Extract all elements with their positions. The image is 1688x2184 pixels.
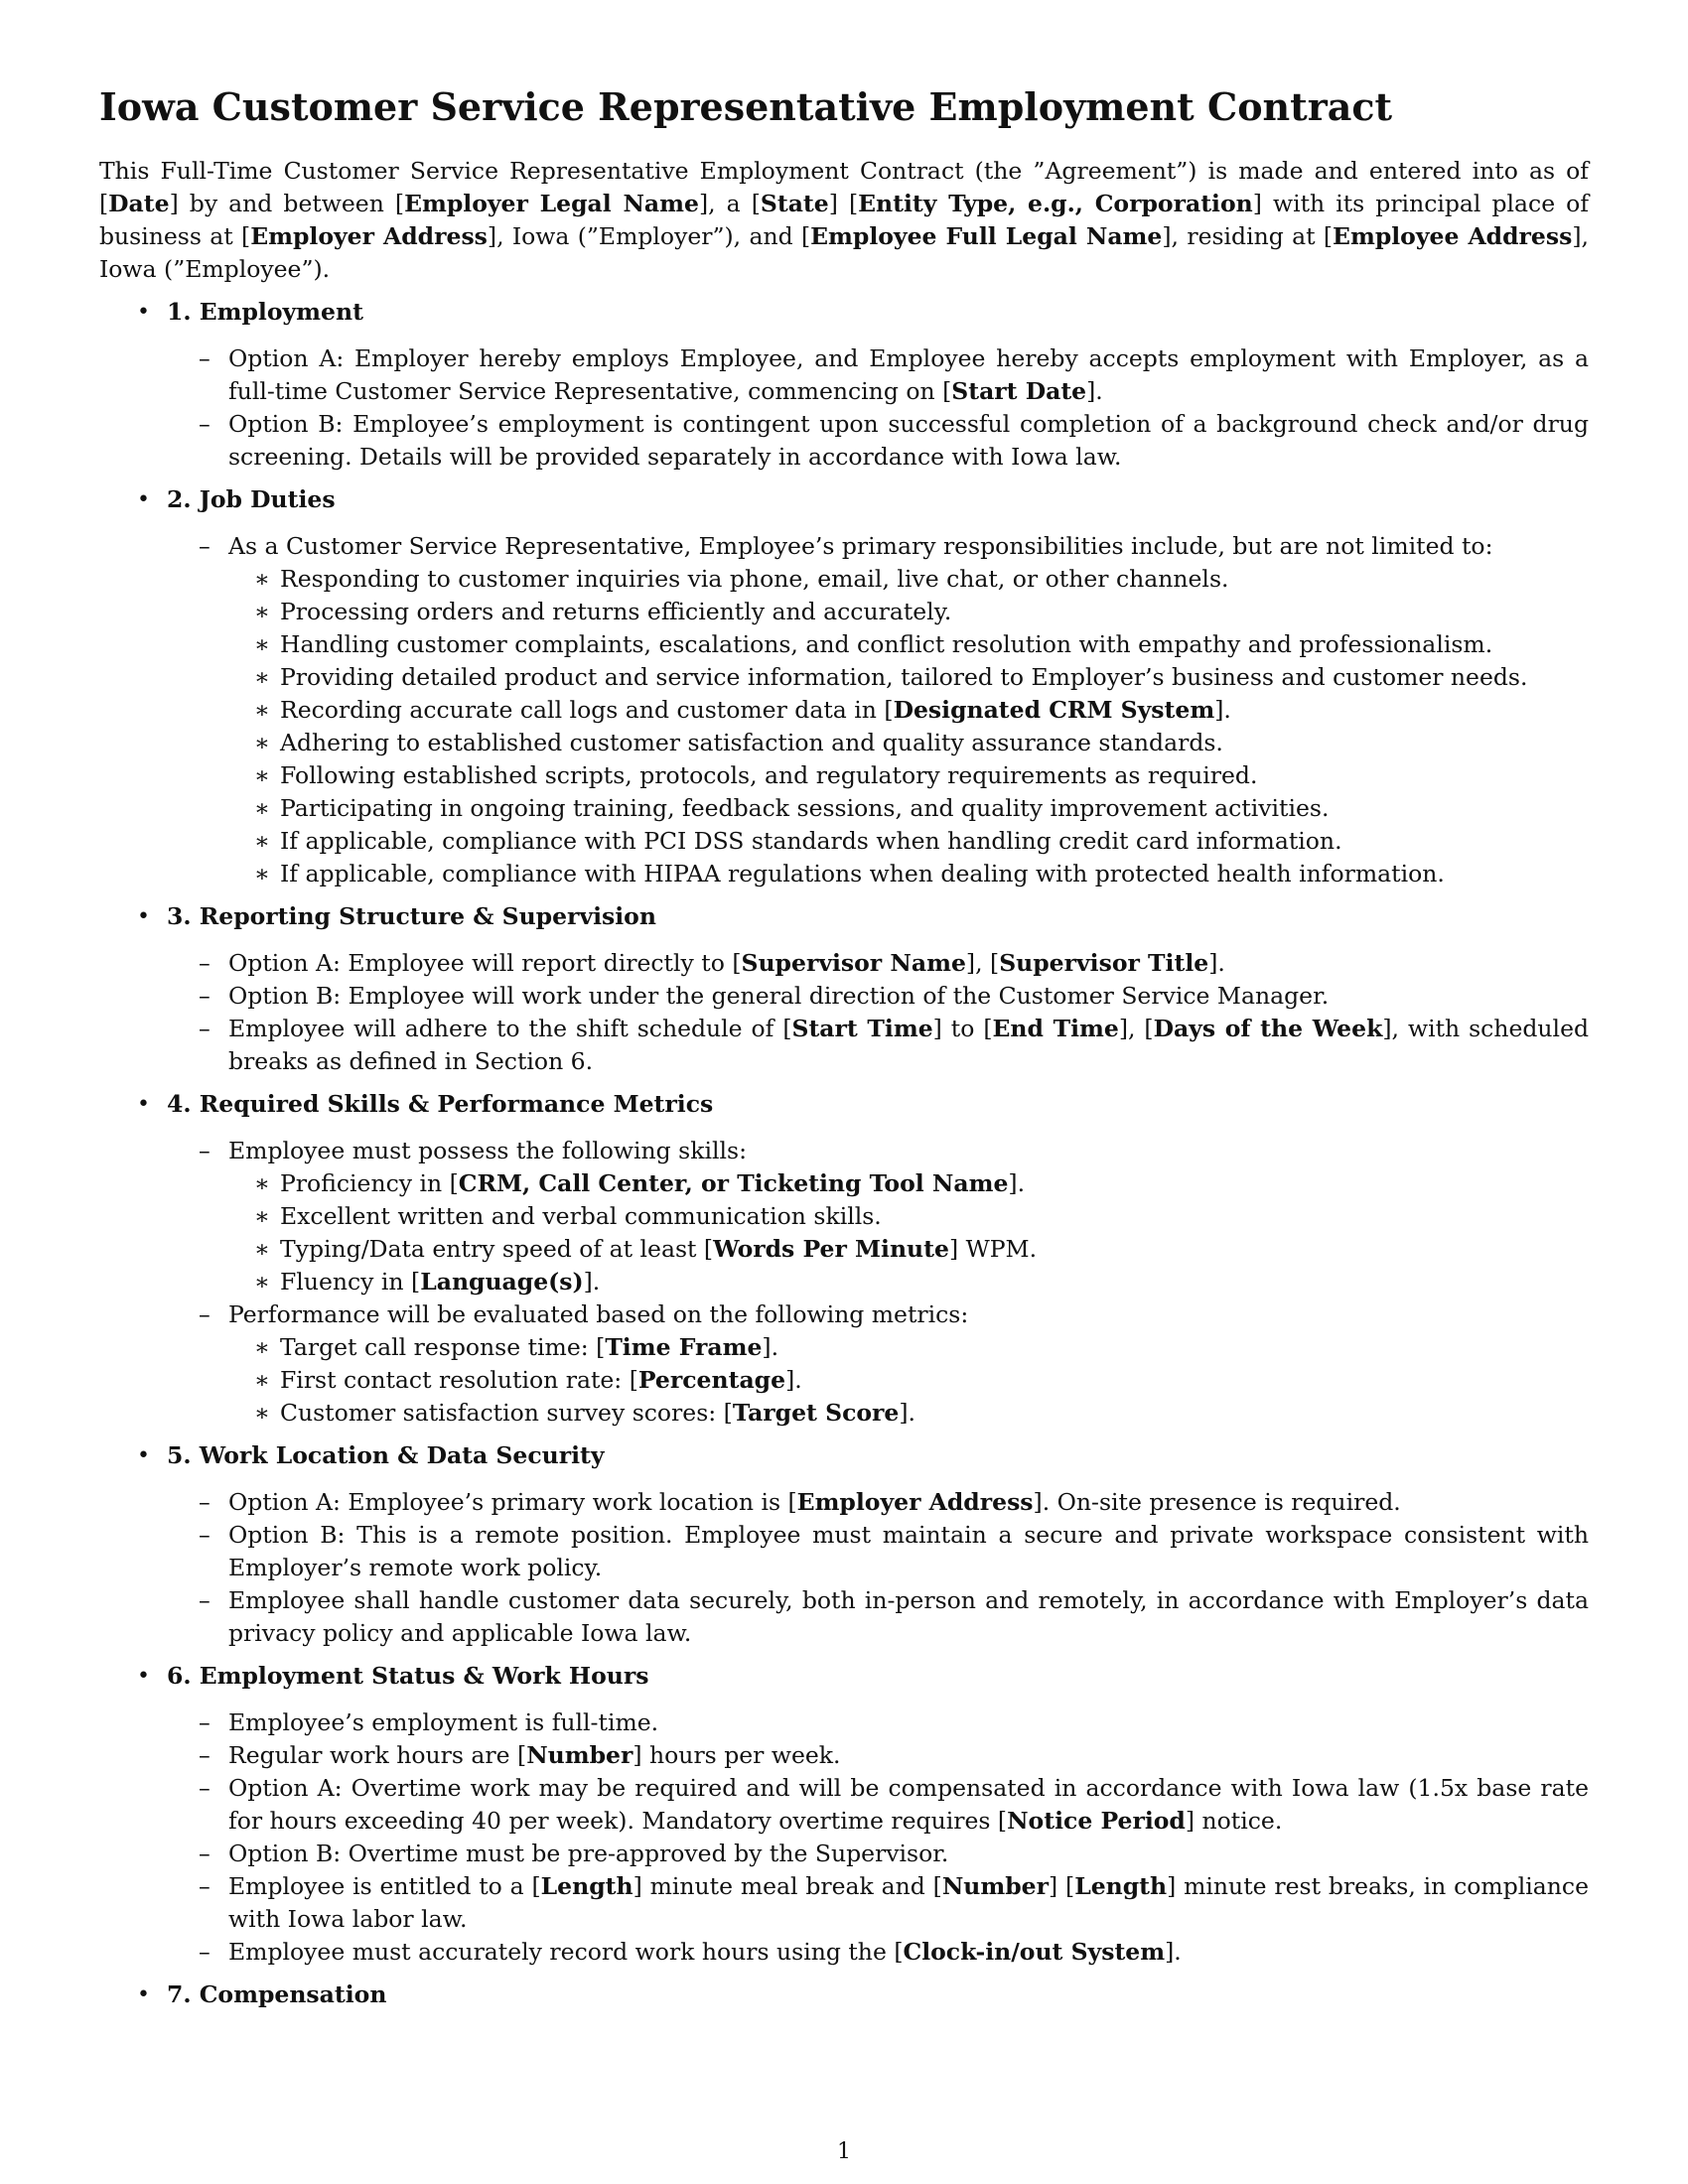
text-run: ]. — [899, 1399, 916, 1427]
text-run: Recording accurate call logs and customer data in [ — [280, 696, 894, 724]
placeholder-field: Supervisor Name — [741, 949, 966, 977]
sub-clause-item — [228, 694, 1589, 727]
text-run: ], [ — [1118, 1015, 1154, 1042]
text-run: Regular work hours are [ — [228, 1741, 527, 1769]
text-run: ] WPM. — [948, 1235, 1038, 1263]
contract-section — [99, 900, 1589, 1078]
placeholder-field: Length — [540, 1872, 633, 1900]
clause-item — [167, 947, 1589, 980]
text-run: Employee must accurately record work hours using the [ — [228, 1938, 904, 1966]
placeholder-field: Percentage — [637, 1366, 786, 1394]
sub-clause-item — [228, 727, 1589, 759]
text-run: ], [ — [965, 949, 1000, 977]
text-run: ]. — [762, 1333, 779, 1361]
placeholder-field: Entity Type, e.g., Corporation — [858, 190, 1253, 217]
text-run: ] to [ — [932, 1015, 993, 1042]
placeholder-field: Supervisor Title — [999, 949, 1209, 977]
text-run: If applicable, compliance with PCI DSS standards when handling credit card information. — [280, 827, 1342, 855]
section-title: • 1. Employment — [167, 298, 363, 326]
document-page — [99, 84, 1589, 2025]
sub-clause-item — [228, 1266, 1589, 1298]
text-run: Option B: This is a remote position. Employee must maintain a secure and private workspace consistent with Employer’s remote work policy. — [228, 1521, 1589, 1581]
text-run: Employee will adhere to the shift schedule of [ — [228, 1015, 792, 1042]
placeholder-field: Language(s) — [420, 1268, 584, 1296]
text-run: Employee shall handle customer data securely, both in-person and remotely, in accordance with Employer’s data privacy policy and applicable Iowa law. — [228, 1586, 1589, 1647]
text-run: Excellent written and verbal communication skills. — [280, 1202, 882, 1230]
text-run: This Full-Time Customer Service Representative Employment Contract (the ”Agreement”) is made and entered into as of — [99, 157, 1589, 185]
text-run: Proficiency in [ — [280, 1169, 459, 1197]
text-run: ], with scheduled breaks as defined in Section 6. — [228, 1015, 1590, 1075]
sub-clause-item — [228, 1364, 1589, 1397]
text-run: ] hours per week. — [633, 1741, 841, 1769]
placeholder-field: Employer Legal Name — [404, 190, 699, 217]
placeholder-field: Number — [526, 1741, 633, 1769]
sub-clause-list — [228, 1331, 1589, 1430]
text-run: If applicable, compliance with HIPAA regulations when dealing with protected health information. — [280, 860, 1445, 887]
clause-item — [167, 1870, 1589, 1936]
text-run: ]. — [583, 1268, 601, 1296]
clause-item — [167, 980, 1589, 1013]
section-title: • 4. Required Skills & Performance Metrics — [167, 1090, 714, 1118]
sub-clause-item — [228, 596, 1589, 628]
text-run: First contact resolution rate: [ — [280, 1366, 638, 1394]
clause-item — [167, 342, 1589, 408]
contract-section — [99, 296, 1589, 474]
text-run: ] minute meal break and [ — [633, 1872, 942, 1900]
text-run: Employee’s employment is full-time. — [228, 1708, 659, 1736]
sub-clause-item — [228, 792, 1589, 825]
text-run: ], Iowa (”Employer”), and [ — [487, 222, 811, 250]
placeholder-field: Employer Address — [250, 222, 488, 250]
text-run: Responding to customer inquiries via phone, email, live chat, or other channels. — [280, 565, 1229, 593]
text-run: Option B: Overtime must be pre-approved by the Supervisor. — [228, 1840, 949, 1867]
text-run: Fluency in [ — [280, 1268, 421, 1296]
text-run: Following established scripts, protocols, and regulatory requirements as required. — [280, 761, 1258, 789]
text-run: Employee is entitled to a [ — [228, 1872, 541, 1900]
text-run: ], Iowa (”Employee”). — [99, 222, 1589, 283]
placeholder-field: Employer Address — [796, 1488, 1034, 1516]
intro-paragraph — [99, 155, 1589, 286]
sub-clause-item — [228, 1331, 1589, 1364]
text-run: Handling customer complaints, escalations, and conflict resolution with empathy and professionalism. — [280, 630, 1493, 658]
sub-clause-item — [228, 759, 1589, 792]
placeholder-field: Words Per Minute — [713, 1235, 949, 1263]
clause-item — [167, 530, 1589, 890]
text-run: ] by and between [ — [169, 190, 405, 217]
clause-item — [167, 1772, 1589, 1838]
placeholder-field: Time Frame — [605, 1333, 763, 1361]
sub-clause-item — [228, 628, 1589, 661]
text-run: ], residing at [ — [1162, 222, 1334, 250]
clause-item — [167, 1739, 1589, 1772]
text-run: ]. — [785, 1366, 802, 1394]
text-run: Typing/Data entry speed of at least [ — [280, 1235, 714, 1263]
placeholder-field: Date — [108, 190, 170, 217]
text-run: ] [ — [828, 190, 859, 217]
text-run: ]. — [1008, 1169, 1026, 1197]
text-run: ]. — [1086, 377, 1103, 405]
clause-item — [167, 1706, 1589, 1739]
placeholder-field: State — [760, 190, 829, 217]
placeholder-field: End Time — [992, 1015, 1119, 1042]
clause-item — [167, 1936, 1589, 1969]
clause-list — [167, 1706, 1589, 1969]
sub-clause-item — [228, 1167, 1589, 1200]
sub-clause-item — [228, 825, 1589, 858]
placeholder-field: Start Date — [951, 377, 1087, 405]
clause-item — [167, 1135, 1589, 1298]
document-title: Iowa Customer Service Representative Employment Contract — [99, 84, 1393, 129]
text-run: Adhering to established customer satisfaction and quality assurance standards. — [280, 729, 1223, 756]
text-run: Option A: Employee’s primary work location is [ — [228, 1488, 797, 1516]
clause-item — [167, 1013, 1589, 1078]
clause-list — [167, 1135, 1589, 1430]
clause-item — [167, 1838, 1589, 1870]
placeholder-field: Start Time — [791, 1015, 933, 1042]
section-title: • 6. Employment Status & Work Hours — [167, 1662, 649, 1690]
section-list — [99, 296, 1589, 2011]
clause-item — [167, 1486, 1589, 1519]
text-run: [ — [99, 190, 109, 217]
text-run: Performance will be evaluated based on the following metrics: — [228, 1300, 969, 1328]
text-run: ], a [ — [698, 190, 761, 217]
clause-item — [167, 408, 1589, 474]
text-run: Option A: Employer hereby employs Employee, and Employee hereby accepts employment with Employer, as a full-time Customer Service Representative, commencing on [ — [228, 344, 1589, 405]
placeholder-field: Employee Full Legal Name — [810, 222, 1163, 250]
text-run: As a Customer Service Representative, Employee’s primary responsibilities include, but are not limited to: — [228, 532, 1493, 560]
sub-clause-item — [228, 1200, 1589, 1233]
text-run: Providing detailed product and service information, tailored to Employer’s business and customer needs. — [280, 663, 1528, 691]
sub-clause-list — [228, 1167, 1589, 1298]
text-run: Option A: Overtime work may be required and will be compensated in accordance with Iowa law (1.5x base rate for hours exceeding 40 per week). Mandatory overtime requires [ — [228, 1774, 1589, 1835]
text-run: ] [ — [1049, 1872, 1075, 1900]
sub-clause-item — [228, 661, 1589, 694]
text-run: Option A: Employee will report directly to [ — [228, 949, 742, 977]
text-run: Customer satisfaction survey scores: [ — [280, 1399, 733, 1427]
text-run: ] notice. — [1185, 1807, 1283, 1835]
clause-item — [167, 1298, 1589, 1430]
text-run: ]. On-site presence is required. — [1033, 1488, 1401, 1516]
placeholder-field: Employee Address — [1333, 222, 1573, 250]
text-run: ]. — [1214, 696, 1231, 724]
text-run: ] with its principal place of business at [ — [99, 190, 1590, 250]
sub-clause-item — [228, 1233, 1589, 1266]
clause-item — [167, 1584, 1589, 1650]
section-title: • 2. Job Duties — [167, 485, 336, 513]
text-run: ]. — [1165, 1938, 1182, 1966]
section-title: • 5. Work Location & Data Security — [167, 1441, 605, 1469]
section-title: • 7. Compensation — [167, 1980, 387, 2008]
clause-item — [167, 1519, 1589, 1584]
contract-section — [99, 483, 1589, 890]
contract-section — [99, 1979, 1589, 2011]
sub-clause-list — [228, 563, 1589, 890]
text-run: Participating in ongoing training, feedback sessions, and quality improvement activities. — [280, 794, 1330, 822]
text-run: ]. — [1208, 949, 1225, 977]
clause-list — [167, 1486, 1589, 1650]
placeholder-field: Notice Period — [1007, 1807, 1186, 1835]
text-run: Employee must possess the following skills: — [228, 1137, 747, 1164]
text-run: ] minute rest breaks, in compliance with Iowa labor law. — [228, 1872, 1589, 1933]
contract-section — [99, 1660, 1589, 1969]
placeholder-field: Number — [941, 1872, 1050, 1900]
section-title: • 3. Reporting Structure & Supervision — [167, 902, 656, 930]
clause-list — [167, 342, 1589, 474]
clause-list — [167, 947, 1589, 1078]
contract-section — [99, 1088, 1589, 1430]
text-run: Target call response time: [ — [280, 1333, 606, 1361]
placeholder-field: Designated CRM System — [893, 696, 1215, 724]
contract-section — [99, 1439, 1589, 1650]
text-run: Option B: Employee will work under the general direction of the Customer Service Manager. — [228, 982, 1330, 1010]
sub-clause-item — [228, 858, 1589, 890]
sub-clause-item — [228, 563, 1589, 596]
placeholder-field: Clock-in/out System — [903, 1938, 1166, 1966]
placeholder-field: CRM, Call Center, or Ticketing Tool Name — [458, 1169, 1009, 1197]
text-run: Option B: Employee’s employment is contingent upon successful completion of a background check and/or drug screening. Details will be provided separately in accordance with Iowa law. — [228, 410, 1589, 471]
page-number: 1 — [837, 2139, 851, 2164]
placeholder-field: Target Score — [732, 1399, 900, 1427]
clause-list — [167, 530, 1589, 890]
text-run: Processing orders and returns efficiently and accurately. — [280, 598, 952, 625]
sub-clause-item — [228, 1397, 1589, 1430]
placeholder-field: Days of the Week — [1153, 1015, 1383, 1042]
placeholder-field: Length — [1074, 1872, 1168, 1900]
